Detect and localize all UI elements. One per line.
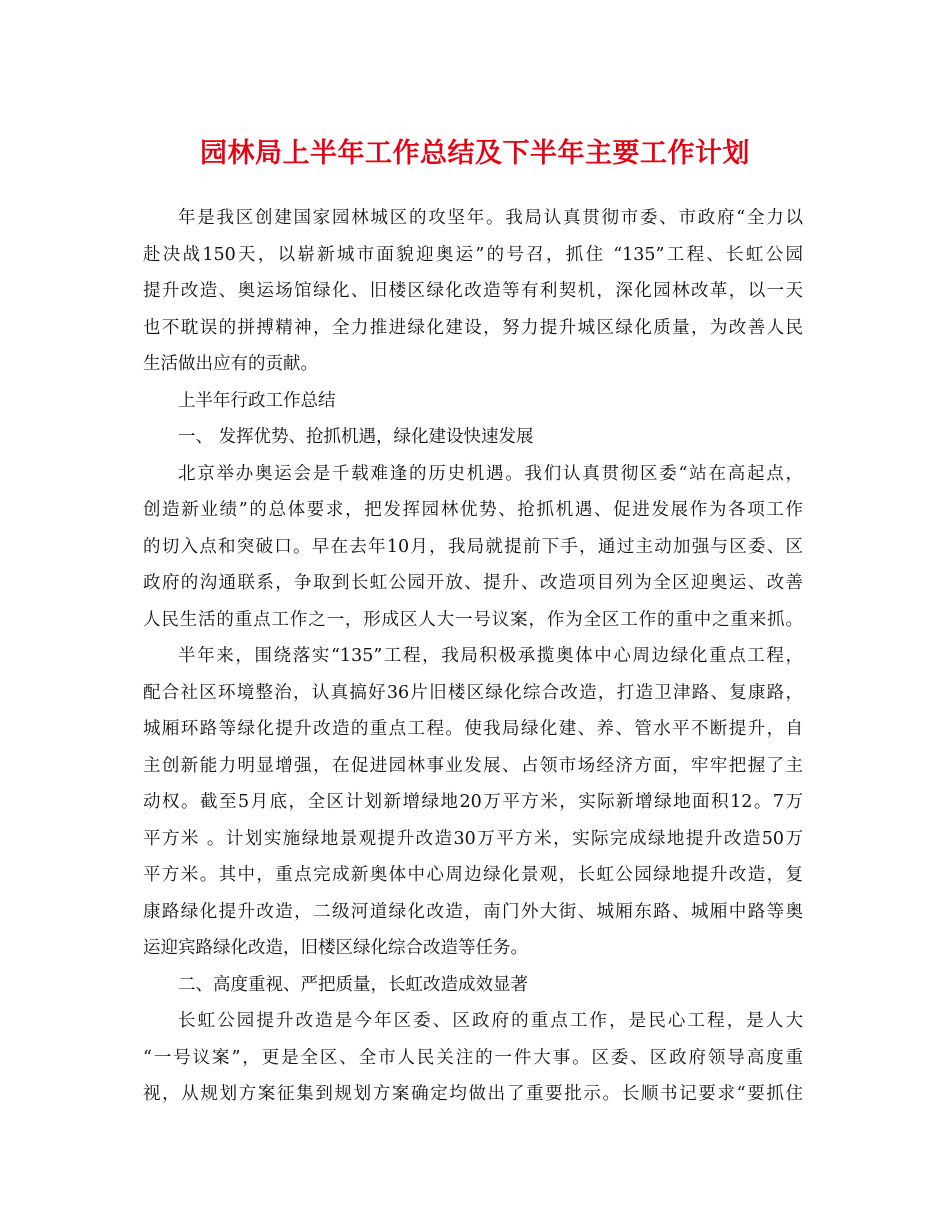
paragraph-line: 主创新能力明显增强，在促进园林事业发展、占领市场经济方面，牢牢把握了主 — [143, 755, 803, 776]
document-title: 园林局上半年工作总结及下半年主要工作计划 — [200, 138, 750, 169]
paragraph-line: 动权。截至5月底，全区计划新增绿地20万平方米，实际新增绿地面积12。7万 — [143, 792, 803, 812]
paragraph-line: 政府的沟通联系，争取到长虹公园开放、提升、改造项目列为全区迎奥运、改善 — [143, 573, 803, 593]
paragraph-line: 年是我区创建国家园林城区的攻坚年。我局认真贯彻市委、市政府“全力以 — [178, 208, 803, 228]
paragraph-line: 康路绿化提升改造，二级河道绿化改造，南门外大街、城厢东路、城厢中路等奥 — [143, 901, 803, 922]
section-heading: 二、高度重视、严把质量，长虹改造成效显著 — [178, 974, 528, 995]
paragraph-line: 提升改造、奥运场馆绿化、旧楼区绿化改造等有利契机，深化园林改革，以一天 — [143, 281, 803, 301]
section-heading: 一、 发挥优势、抢抓机遇，绿化建设快速发展 — [178, 427, 534, 447]
document-body — [143, 200, 803, 1113]
paragraph-line: 视，从规划方案征集到规划方案确定均做出了重要批示。长顺书记要求“要抓住 — [143, 1084, 803, 1104]
paragraph-line: 也不耽误的拼搏精神，全力推进绿化建设，努力提升城区绿化质量，为改善人民 — [143, 317, 803, 338]
paragraph-line: 的切入点和突破口。早在去年10月，我局就提前下手，通过主动加强与区委、区 — [143, 536, 803, 557]
paragraph-line: 赴决战150天，以崭新城市面貌迎奥运”的号召，抓住 “135”工程、长虹公园 — [143, 244, 803, 265]
paragraph-line: 北京举办奥运会是千载难逢的历史机遇。我们认真贯彻区委“站在高起点， — [178, 463, 803, 484]
paragraph-line: 生活做出应有的贡献。 — [143, 354, 318, 374]
section-heading: 上半年行政工作总结 — [178, 390, 336, 411]
paragraph-line: 平方米 。计划实施绿地景观提升改造30万平方米，实际完成绿地提升改造50万 — [143, 828, 803, 849]
paragraph-line: 运迎宾路绿化改造，旧楼区绿化综合改造等任务。 — [143, 938, 528, 958]
paragraph-line: 城厢环路等绿化提升改造的重点工程。使我局绿化建、养、管水平不断提升，自 — [143, 719, 803, 739]
paragraph-line: 半年来，围绕落实“135”工程，我局积极承揽奥体中心周边绿化重点工程， — [178, 646, 803, 666]
paragraph-line: 平方米。其中，重点完成新奥体中心周边绿化景观，长虹公园绿地提升改造，复 — [143, 865, 803, 885]
paragraph-line: 创造新业绩”的总体要求，把发挥园林优势、抢抓机遇、促进发展作为各项工作 — [143, 500, 803, 520]
paragraph-line: 配合社区环境整治，认真搞好36片旧楼区绿化综合改造，打造卫津路、复康路， — [143, 682, 803, 703]
paragraph-line: “一号议案”，更是全区、全市人民关注的一件大事。区委、区政府领导高度重 — [143, 1047, 803, 1068]
paragraph-line: 人民生活的重点工作之一，形成区人大一号议案，作为全区工作的重中之重来抓。 — [143, 609, 803, 630]
paragraph-line: 长虹公园提升改造是今年区委、区政府的重点工作，是民心工程，是人大 — [178, 1011, 803, 1031]
